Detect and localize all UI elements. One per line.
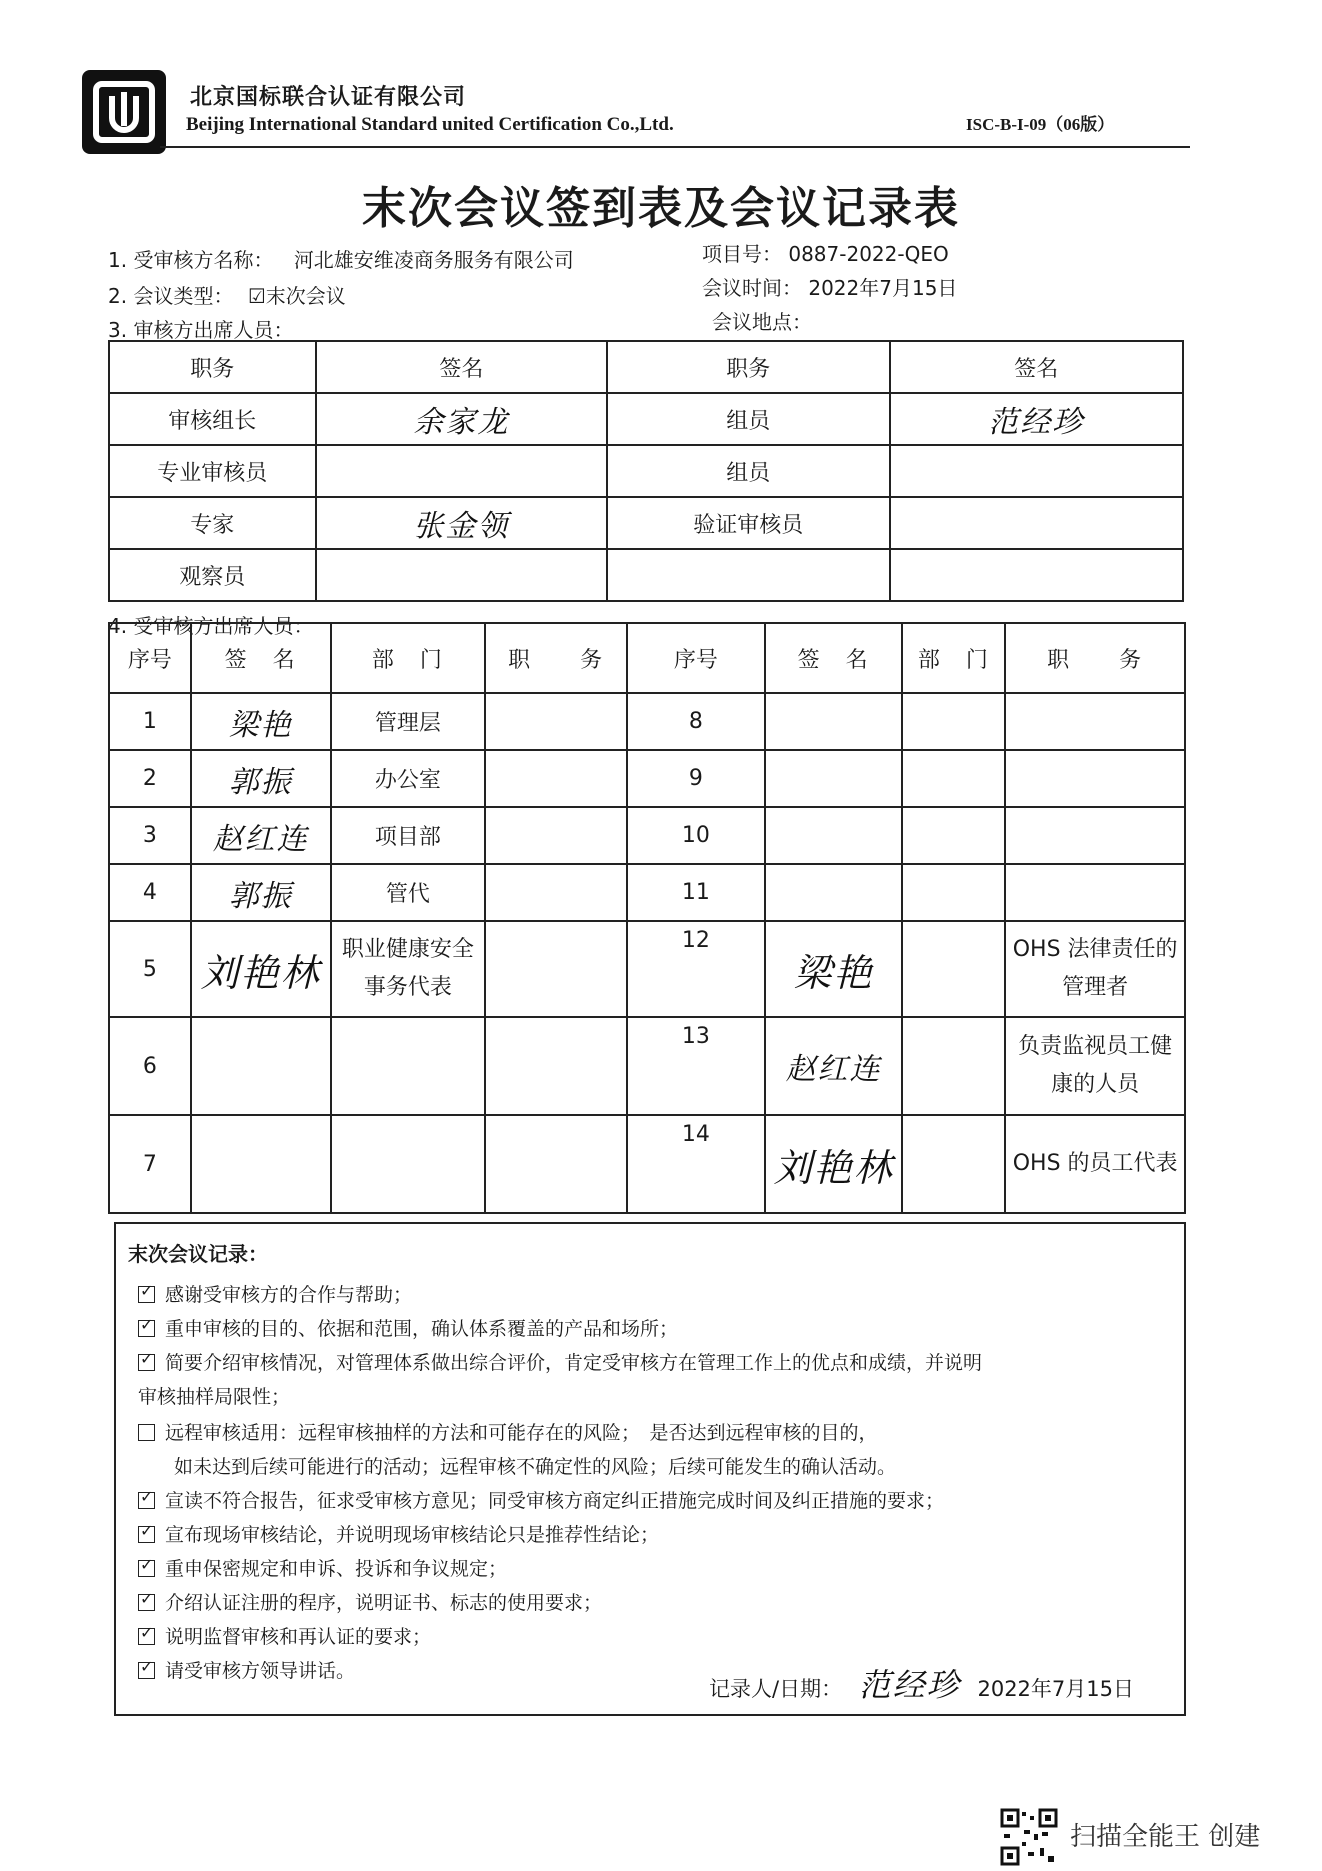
- department-cell: [902, 864, 1005, 921]
- recorder-label: 记录人/日期：: [709, 1677, 843, 1701]
- table-row: [109, 445, 1183, 497]
- position-cell: OHS 法律责任的管理者: [1005, 921, 1185, 1017]
- position-cell: [485, 750, 627, 807]
- handwritten-signature: 梁艳: [765, 921, 903, 1017]
- note-item: [138, 1382, 290, 1409]
- checked-checkbox-icon: [138, 1492, 155, 1509]
- col-header-dept: 部 门: [902, 623, 1005, 693]
- department-cell: [331, 1115, 486, 1213]
- auditor-attendees-label: 3. 审核方出席人员：: [108, 318, 294, 342]
- scanner-watermark: 扫描全能王 创建: [1070, 1822, 1261, 1852]
- row-number: 7: [109, 1115, 191, 1213]
- note-item: [138, 1588, 602, 1615]
- department-cell: 项目部: [331, 807, 486, 864]
- handwritten-signature: 张金领: [316, 497, 607, 549]
- col-header-no: 序号: [109, 623, 191, 693]
- department-cell: [902, 750, 1005, 807]
- row-number: 12: [627, 921, 765, 1017]
- signature-cell: [765, 750, 903, 807]
- row-number: 3: [109, 807, 191, 864]
- handwritten-signature: 范经珍: [858, 1666, 961, 1704]
- recorder-date: 2022年7月15日: [977, 1677, 1134, 1701]
- note-text: 重申审核的目的、依据和范围，确认体系覆盖的产品和场所；: [165, 1318, 679, 1340]
- col-header-role: 职务: [109, 341, 316, 393]
- col-header-position: 职 务: [485, 623, 627, 693]
- handwritten-signature: 梁艳: [191, 693, 331, 750]
- signature-cell: [765, 693, 903, 750]
- handwritten-signature: 刘艳林: [765, 1115, 903, 1213]
- row-number: 2: [109, 750, 191, 807]
- company-name-en: Beijing International Standard united Certification Co.,Ltd.: [186, 114, 674, 135]
- department-cell: [902, 1017, 1005, 1115]
- col-header-sign: 签名: [316, 341, 607, 393]
- role-cell: 专家: [109, 497, 316, 549]
- meeting-type-label: 2. 会议类型：: [108, 284, 234, 308]
- department-cell: [902, 921, 1005, 1017]
- checked-checkbox-icon: [138, 1662, 155, 1679]
- department-cell: 管理层: [331, 693, 486, 750]
- auditee-name-line: [108, 244, 574, 273]
- note-item: [138, 1314, 678, 1341]
- meeting-type-line: [108, 280, 346, 309]
- signature-cell: [765, 807, 903, 864]
- meeting-notes-box: [114, 1222, 1186, 1716]
- header-divider: [160, 146, 1190, 148]
- checked-checkbox-icon: [138, 1560, 155, 1577]
- note-text: 远程审核适用：远程审核抽样的方法和可能存在的风险； 是否达到远程审核的目的，: [165, 1422, 878, 1444]
- note-text: 宣读不符合报告，征求受审核方意见；同受审核方商定纠正措施完成时间及纠正措施的要求；: [165, 1490, 945, 1512]
- row-number: 11: [627, 864, 765, 921]
- checked-checkbox-icon: [138, 1628, 155, 1645]
- handwritten-signature: 刘艳林: [191, 921, 331, 1017]
- notes-title: 末次会议记录：: [128, 1242, 268, 1266]
- document-title: 末次会议签到表及会议记录表: [362, 183, 960, 234]
- signature-cell: [890, 497, 1183, 549]
- position-cell: [1005, 807, 1185, 864]
- signature-cell: [890, 549, 1183, 601]
- handwritten-signature: 郭振: [191, 864, 331, 921]
- row-number: 9: [627, 750, 765, 807]
- auditee-table-header: [109, 623, 1185, 693]
- col-header-sign: 签名: [890, 341, 1183, 393]
- auditee-attendees-label: 4. 受审核方出席人员：: [108, 614, 314, 638]
- row-number: 10: [627, 807, 765, 864]
- position-cell: [485, 693, 627, 750]
- row-number: 13: [627, 1017, 765, 1115]
- note-item: [138, 1520, 659, 1547]
- note-item: [138, 1280, 412, 1307]
- note-text: 重申保密规定和申诉、投诉和争议规定；: [165, 1558, 508, 1580]
- signature-cell: [191, 1115, 331, 1213]
- meeting-place-label: 会议地点：: [712, 310, 812, 334]
- role-cell: 验证审核员: [607, 497, 889, 549]
- role-cell: 组员: [607, 393, 889, 445]
- position-cell: [485, 921, 627, 1017]
- position-cell: [485, 864, 627, 921]
- meeting-time-value: 2022年7月15日: [808, 276, 958, 300]
- note-item: [138, 1486, 944, 1513]
- position-cell: [1005, 750, 1185, 807]
- col-header-sign: 签 名: [765, 623, 903, 693]
- department-cell: [902, 693, 1005, 750]
- unchecked-checkbox-icon: [138, 1424, 155, 1441]
- row-number: 5: [109, 921, 191, 1017]
- note-text: 如未达到后续可能进行的活动；远程审核不确定性的风险；后续可能发生的确认活动。: [174, 1456, 897, 1478]
- checked-checkbox-icon: [138, 1526, 155, 1543]
- table-row: [109, 1115, 1185, 1213]
- table-row: [109, 807, 1185, 864]
- col-header-dept: 部 门: [331, 623, 486, 693]
- project-number-value: 0887-2022-QEO: [788, 242, 949, 266]
- position-cell: [485, 1115, 627, 1213]
- table-row: [109, 497, 1183, 549]
- col-header-no: 序号: [627, 623, 765, 693]
- note-text: 说明监督审核和再认证的要求；: [165, 1626, 432, 1648]
- row-number: 1: [109, 693, 191, 750]
- meeting-type-value: ☑末次会议: [247, 284, 346, 308]
- handwritten-signature: 余家龙: [316, 393, 607, 445]
- table-row: [109, 393, 1183, 445]
- table-row: [109, 921, 1185, 1017]
- table-row: [109, 693, 1185, 750]
- note-item: [138, 1348, 982, 1375]
- handwritten-signature: 郭振: [191, 750, 331, 807]
- row-number: 8: [627, 693, 765, 750]
- note-item: [138, 1656, 355, 1683]
- signature-cell: [890, 445, 1183, 497]
- position-cell: [1005, 693, 1185, 750]
- note-text: 宣布现场审核结论，并说明现场审核结论只是推荐性结论；: [165, 1524, 660, 1546]
- role-cell: 专业审核员: [109, 445, 316, 497]
- col-header-role: 职务: [607, 341, 889, 393]
- project-number-line: [702, 238, 949, 267]
- table-row: [109, 1017, 1185, 1115]
- note-text: 感谢受审核方的合作与帮助；: [165, 1284, 413, 1306]
- project-number-label: 项目号：: [702, 242, 782, 266]
- auditee-name-value: 河北雄安维凌商务服务有限公司: [293, 248, 574, 272]
- position-cell: 负责监视员工健康的人员: [1005, 1017, 1185, 1115]
- note-text: 简要介绍审核情况，对管理体系做出综合评价，肯定受审核方在管理工作上的优点和成绩，并说明: [165, 1352, 983, 1374]
- position-cell: [485, 1017, 627, 1115]
- company-name-cn: 北京国标联合认证有限公司: [190, 85, 467, 110]
- position-cell: [1005, 864, 1185, 921]
- auditee-name-label: 1. 受审核方名称：: [108, 248, 274, 272]
- checked-checkbox-icon: [138, 1320, 155, 1337]
- position-cell: [485, 807, 627, 864]
- signature-cell: [191, 1017, 331, 1115]
- department-cell: 职业健康安全事务代表: [331, 921, 486, 1017]
- role-cell: [607, 549, 889, 601]
- note-text: 审核抽样局限性；: [138, 1386, 291, 1408]
- note-item: [174, 1452, 896, 1479]
- position-cell: OHS 的员工代表: [1005, 1115, 1185, 1213]
- signature-cell: [316, 549, 607, 601]
- table-row: [109, 750, 1185, 807]
- row-number: 14: [627, 1115, 765, 1213]
- signature-cell: [316, 445, 607, 497]
- checked-checkbox-icon: [138, 1354, 155, 1371]
- row-number: 4: [109, 864, 191, 921]
- note-item: [138, 1554, 507, 1581]
- handwritten-signature: 赵红连: [191, 807, 331, 864]
- checked-checkbox-icon: [138, 1286, 155, 1303]
- role-cell: 观察员: [109, 549, 316, 601]
- department-cell: 管代: [331, 864, 486, 921]
- table-row: [109, 549, 1183, 601]
- col-header-sign: 签 名: [191, 623, 331, 693]
- department-cell: [902, 807, 1005, 864]
- department-cell: 办公室: [331, 750, 486, 807]
- auditee-attendance-table: [108, 622, 1186, 1214]
- note-item: [138, 1418, 878, 1445]
- note-text: 介绍认证注册的程序，说明证书、标志的使用要求；: [165, 1592, 603, 1614]
- table-row: [109, 864, 1185, 921]
- role-cell: 组员: [607, 445, 889, 497]
- department-cell: [902, 1115, 1005, 1213]
- note-item: [138, 1622, 431, 1649]
- qr-code-icon: [1000, 1808, 1058, 1866]
- note-text: 请受审核方领导讲话。: [165, 1660, 356, 1682]
- handwritten-signature: 范经珍: [890, 393, 1183, 445]
- auditor-attendance-table: [108, 340, 1184, 602]
- form-number: ISC-B-I-09（06版）: [966, 115, 1115, 134]
- company-logo: [82, 70, 166, 154]
- recorder-line: [709, 1660, 1134, 1706]
- meeting-time-label: 会议时间：: [702, 276, 802, 300]
- meeting-time-line: [702, 272, 957, 301]
- row-number: 6: [109, 1017, 191, 1115]
- signature-cell: [765, 864, 903, 921]
- checked-checkbox-icon: [138, 1594, 155, 1611]
- role-cell: 审核组长: [109, 393, 316, 445]
- col-header-position: 职 务: [1005, 623, 1185, 693]
- handwritten-signature: 赵红连: [765, 1017, 903, 1115]
- department-cell: [331, 1017, 486, 1115]
- auditor-table-header: [109, 341, 1183, 393]
